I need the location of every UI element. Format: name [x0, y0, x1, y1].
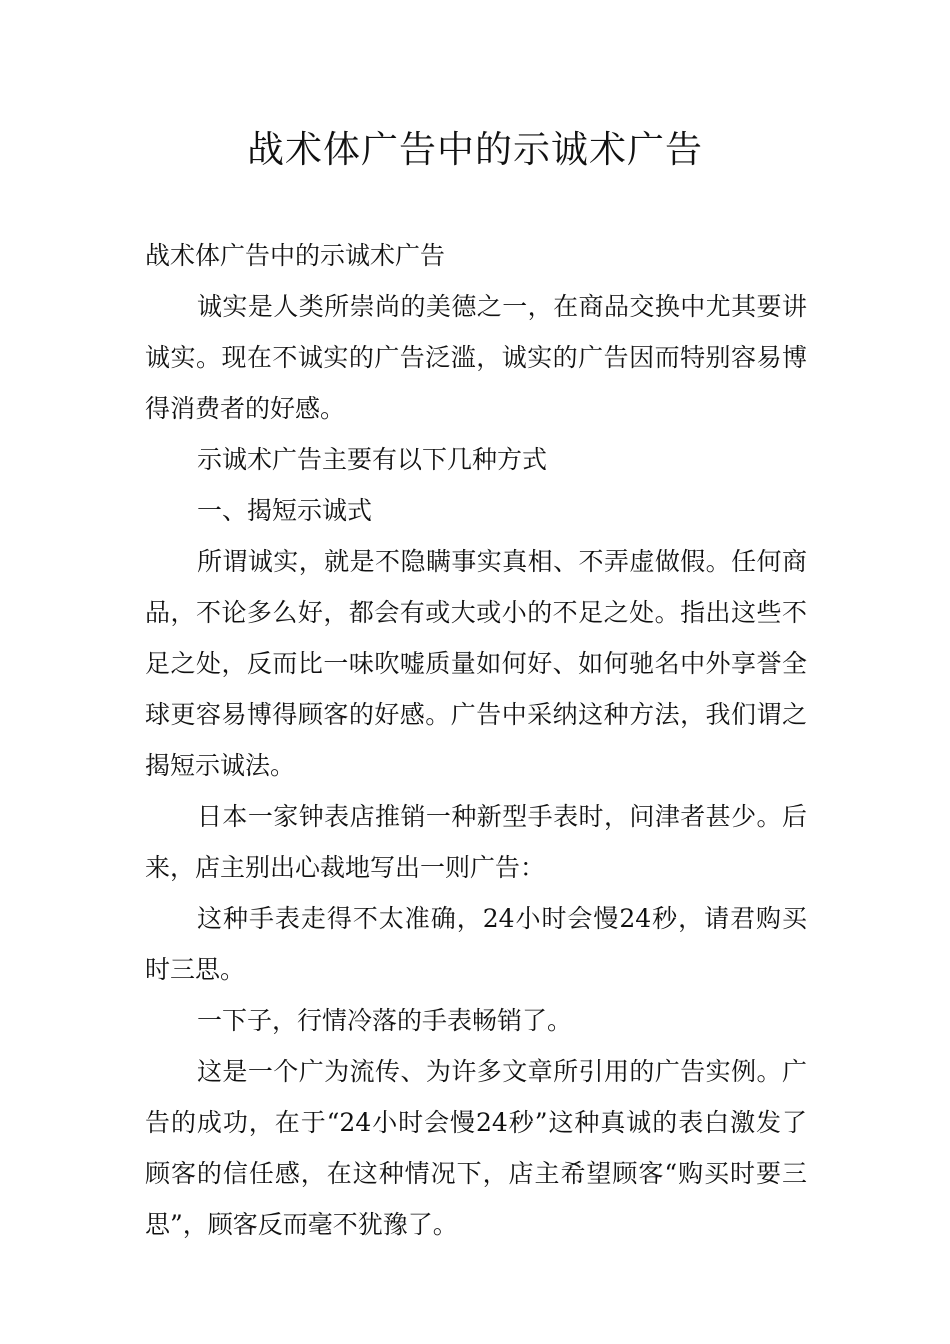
document-title: 战术体广告中的示诚术广告 — [247, 128, 703, 171]
document-body — [145, 230, 807, 1250]
paragraph-ad-quote: 这种手表走得不太准确，24小时会慢24秒，请君购买时三思。 — [145, 904, 807, 984]
paragraph-analysis: 这是一个广为流传、为许多文章所引用的广告实例。广告的成功，在于“24小时会慢24秒”这种真诚的表白激发了顾客的信任感，在这种情况下，店主希望顾客“购买时要三思”，顾客反而毫不犹豫了。 — [145, 1057, 807, 1239]
paragraph-example-intro: 日本一家钟表店推销一种新型手表时，问津者甚少。后来，店主别出心裁地写出一则广告： — [145, 802, 807, 882]
paragraph-definition: 所谓诚实，就是不隐瞒事实真相、不弄虚做假。任何商品，不论多么好，都会有或大或小的不足之处。指出这些不足之处，反而比一味吹嘘质量如何好、如何驰名中外享誉全球更容易博得顾客的好感。广告中采纳这种方法，我们谓之揭短示诚法。 — [145, 547, 807, 780]
section-heading-1: 一、揭短示诚式 — [197, 496, 373, 525]
paragraph-methods-heading: 示诚术广告主要有以下几种方式 — [197, 445, 548, 474]
paragraph-result: 一下子，行情冷落的手表畅销了。 — [197, 1006, 573, 1035]
paragraph-intro: 诚实是人类所崇尚的美德之一，在商品交换中尤其要讲诚实。现在不诚实的广告泛滥，诚实的广告因而特别容易博得消费者的好感。 — [145, 292, 807, 423]
paragraph-subtitle: 战术体广告中的示诚术广告 — [145, 241, 446, 270]
